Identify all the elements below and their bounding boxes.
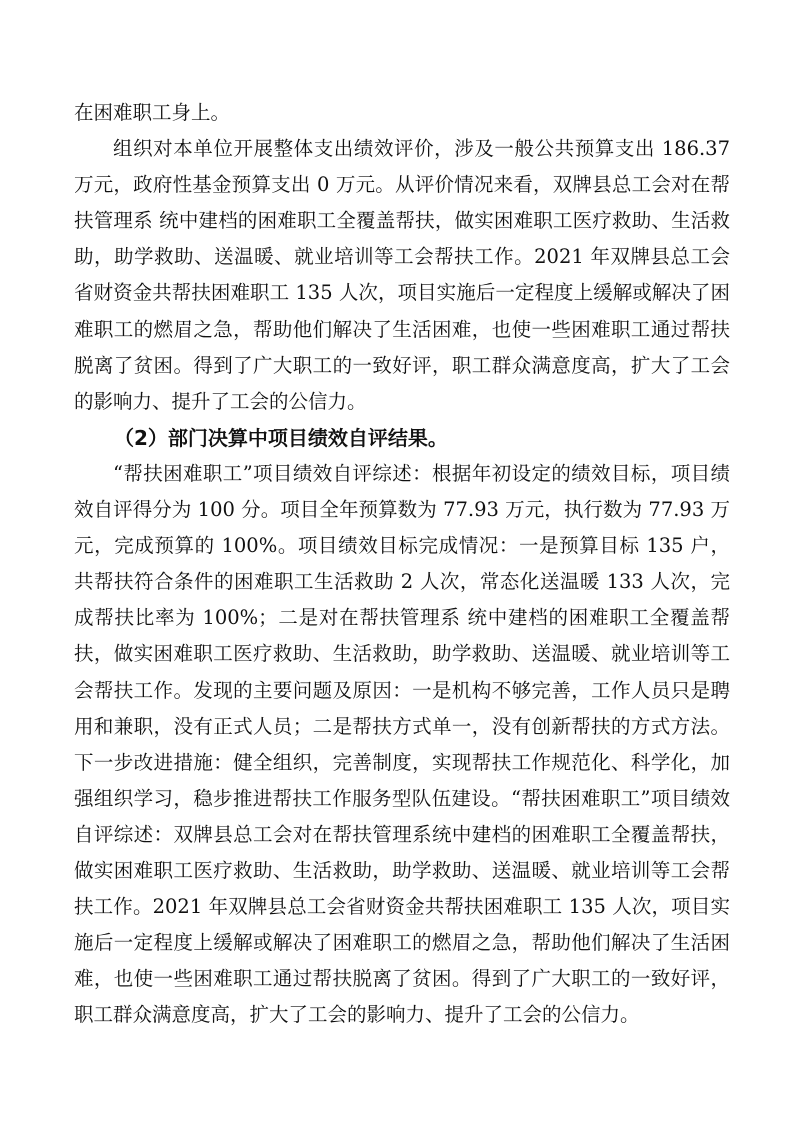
section-heading: （2）部门决算中项目绩效自评结果。 xyxy=(114,425,448,450)
document-body xyxy=(74,95,730,1033)
overall-evaluation-paragraph: 组织对本单位开展整体支出绩效评价，涉及一般公共预算支出 186.37 万元，政府性基金预算支出 0 万元。从评价情况来看，双牌县总工会对在帮扶管理系 统中建档的困难职工全覆盖帮扶，做实困难职工医疗救助、生活救助，助学救助、送温暖、就业培训等工会帮扶工作。2021 年双牌县总工会省财资金共帮扶困难职工 135 人次，项目实施后一定程度上缓解或解决了困难职工的燃眉之急，帮助他们解决了生活困难，也使一些困难职工通过帮扶脱离了贫困。得到了广大职工的一致好评，职工群众满意度高，扩大了工会的影响力、提升了工会的公信力。 xyxy=(74,137,730,413)
project-evaluation-paragraph: “帮扶困难职工”项目绩效自评综述：根据年初设定的绩效目标，项目绩效自评得分为 100 分。项目全年预算数为 77.93 万元，执行数为 77.93 万元，完成预算的 100%。项目绩效目标完成情况：一是预算目标 135 户，共帮扶符合条件的困难职工生活救助 2 人次，常态化送温暖 133 人次，完成帮扶比率为 100%；二是对在帮扶管理系 统中建档的困难职工全覆盖帮扶，做实困难职工医疗救助、生活救助，助学救助、送温暖、就业培训等工会帮扶工作。发现的主要问题及原因：一是机构不够完善，工作人员只是聘用和兼职，没有正式人员；二是帮扶方式单一，没有创新帮扶的方式方法。下一步改进措施：健全组织，完善制度，实现帮扶工作规范化、科学化，加 强组织学习，稳步推进帮扶工作服务型队伍建设。“帮扶困难职工”项目绩效自评综述：双牌县总工会对在帮扶管理系统中建档的困难职工全覆盖帮扶，做实困难职工医疗救助、生活救助，助学救助、送温暖、就业培训等工会帮扶工作。2021 年双牌县总工会省财资金共帮扶困难职工 135 人次，项目实施后一定程度上缓解或解决了困难职工的燃眉之急，帮助他们解决了生活困难，也使一些困难职工通过帮扶脱离了贫困。得到了广大职工的一致好评，职工群众满意度高，扩大了工会的影响力、提升了工会的公信力。 xyxy=(74,461,730,1027)
continuation-paragraph: 在困难职工身上。 xyxy=(74,101,231,124)
